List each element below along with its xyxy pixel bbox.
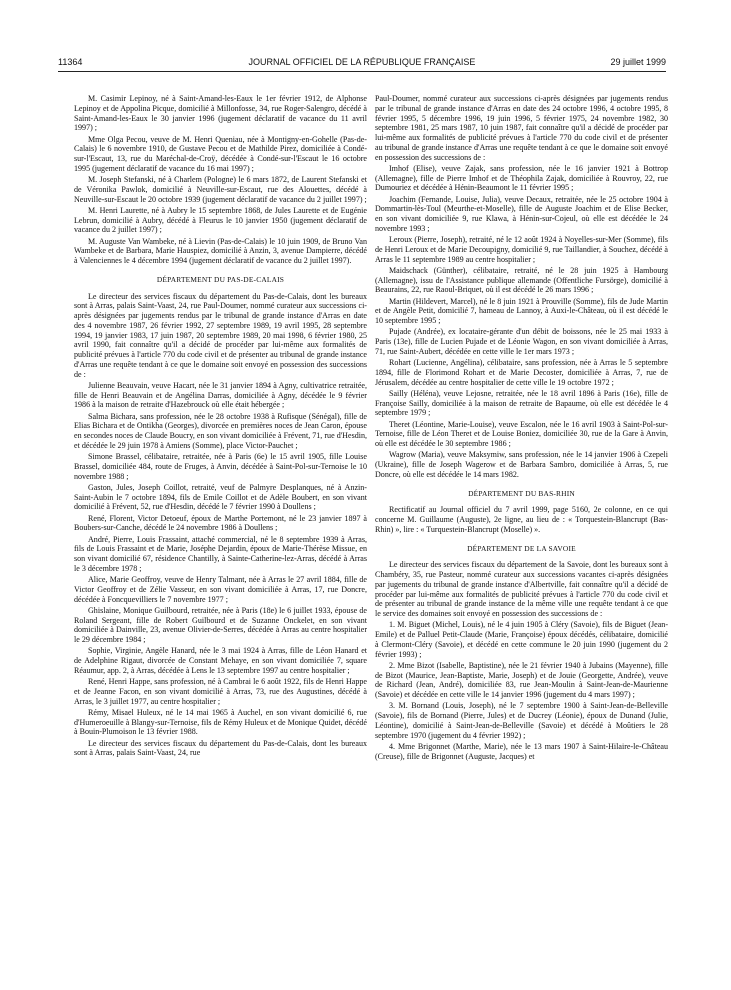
notice-paragraph: 1. M. Biguet (Michel, Louis), né le 4 juin 1905 à Cléry (Savoie), fils de Biguet (Jean-Emile) et de Palluel Petit-Claude (Marie, Françoise) époux décédés, célibataire, domicilié à Clermont-Cléry (Savoie), et décédé en cette commune le 20 juin 1990 (jugement du 2 février 1993) ; [375, 620, 668, 659]
journal-title: JOURNAL OFFICIEL DE LA RÉPUBLIQUE FRANÇAISE [248, 57, 476, 67]
notice-paragraph: Rectificatif au Journal officiel du 7 avril 1999, page 5160, 2e colonne, en ce qui concerne M. Guillaume (Auguste), 2e ligne, au lieu de : « Torquestein-Blancrupt (Bas-Rhin) », lire : « Turquestein-Blancrupt (Moselle) ». [375, 505, 668, 534]
notice-paragraph: Salma Bichara, sans profession, née le 28 octobre 1938 à Rufisque (Sénégal), fille de Elias Bichara et de Ontikha (Georges), divorcée en premières noces de Jean Caron, épouse en secondes noces de Claude Boucry, en son vivant domiciliée à Frévent, 71, rue d'Hesdin, et décédée le 29 juin 1978 à Amiens (Somme), place Victor-Pauchet ; [74, 411, 367, 450]
notice-paragraph: Le directeur des services fiscaux du département de la Savoie, dont les bureaux sont à Chambéry, 35, rue Pasteur, nommé curateur aux successions vacantes ci-après désignées par jugements du tribunal de grande instance d'Albertville, fait connaître qu'il a décidé de procéder par lui-même aux formalités de publicité prévues à l'article 770 du code civil et de présenter au tribunal de grande instance de la même ville une requête tendant à ce que le service des domaines soit envoyé en possession des successions de : [375, 560, 668, 618]
notice-paragraph: Theret (Léontine, Marie-Louise), veuve Escalon, née le 16 avril 1903 à Saint-Pol-sur-Ternoise, fille de Léon Theret et de Louise Boniez, domiciliée 30, rue de la Gare à Anvin, où elle est décédée le 30 septembre 1986 ; [375, 419, 668, 448]
notice-paragraph: Le directeur des services fiscaux du département du Pas-de-Calais, dont les bureaux sont à Arras, palais Saint-Vaast, 24, rue Paul-Doumer, nommé curateur aux successions ci-après désignées par jugements rendus par le tribunal de grande instance d'Arras en date des 4 novembre 1987, 26 février 1992, 27 septembre 1989, 19 avril 1995, 28 septembre 1994, 19 janvier 1983, 17 juin 1987, 20 septembre 1989, 20 mai 1998, 6 février 1980, 25 avril 1990, fait connaître qu'il a décidé de procéder par lui-même aux formalités de publicité prévues à l'article 770 du code civil et de présenter au tribunal de grande instance d'Arras une requête tendant à ce que le domaine soit envoyé en possession des successions de : [74, 291, 367, 379]
page-number: 11364 [58, 57, 83, 67]
notice-paragraph: Ghislaine, Monique Guilbourd, retraitée, née à Paris (18e) le 6 juillet 1933, épouse de Roland Sergeant, fille de Robert Guilbourd et de Suzanne Onckelet, en son vivant domiciliée à Dainville, 23, avenue Olivier-de-Serres, décédée à Arras au centre hospitalier le 29 décembre 1984 ; [74, 605, 367, 644]
notice-paragraph: 3. M. Bornand (Louis, Joseph), né le 7 septembre 1900 à Saint-Jean-de-Belleville (Savoie), fils de Bornand (Pierre, Jules) et de Ducrey (Léonie), époux de Dunand (Julie, Léontine), domicilié à Saint-Jean-de-Belleville (Savoie) et décédé à Moûtiers le 28 septembre 1970 (jugement du 4 février 1992) ; [375, 701, 668, 740]
notice-paragraph: Mme Olga Pecou, veuve de M. Henri Queniau, née à Montigny-en-Gohelle (Pas-de-Calais) le 6 novembre 1910, de Gustave Pecou et de Mathilde Pirez, domiciliée à Condé-sur-l'Escaut, 13, rue du Maréchal-de-Croÿ, décédée à Condé-sur-l'Escaut le 16 octobre 1995 (jugement déclaratif de vacance du 16 mai 1997) ; [74, 134, 367, 173]
notice-paragraph: 2. Mme Bizot (Isabelle, Baptistine), née le 21 février 1940 à Jubains (Mayenne), fille de Bizot (Maurice, Jean-Baptiste, Marie, Joseph) et de Jouie (Georgette, Andrée), veuve de Richard (Jean, André), domiciliée 83, rue Jean-Moulin à Saint-Jean-de-Maurienne (Savoie) et décédée en cette ville le 14 janvier 1996 (jugement du 4 mars 1997) ; [375, 660, 668, 699]
notice-paragraph: Maidschack (Günther), célibataire, retraité, né le 28 juin 1925 à Hambourg (Allemagne), issu de l'Assistance publique allemande (Offentliche Fursörge), domicilié à Beaurains, 22, rue Raoul-Briquet, où il est décédé le 26 mars 1996 ; [375, 265, 668, 295]
notice-paragraph: Rohart (Lucienne, Angélina), célibataire, sans profession, née à Arras le 5 septembre 1894, fille de Florimond Rohart et de Marie Decoster, domiciliée à Arras, 7, rue de Jérusalem, décédée au centre hospitalier de cette ville le 19 octobre 1972 ; [375, 358, 668, 387]
notice-paragraph: Martin (Hildevert, Marcel), né le 8 juin 1921 à Prouville (Somme), fils de Jude Martin et de Angèle Petit, domicilié 7, hameau de Lannoy, à Auxi-le-Château, où il est décédé le 10 septembre 1995 ; [375, 296, 668, 325]
notice-paragraph: Julienne Beauvain, veuve Hacart, née le 31 janvier 1894 à Agny, cultivatrice retraitée, fille de Henri Beauvain et de Angélina Darras, domiciliée à Agny, décédée le 9 février 1986 à la maison de retraite d'Hazebrouck où elle était hébergée ; [74, 380, 367, 410]
notice-paragraph: René, Florent, Victor Detoeuf, époux de Marthe Portemont, né le 23 janvier 1897 à Boubers-sur-Canche, décédé le 24 novembre 1986 à Doullens ; [74, 513, 367, 533]
notice-paragraph: M. Auguste Van Wambeke, né à Lievin (Pas-de-Calais) le 10 juin 1909, de Bruno Van Wambeke et de Barbara, Marie Hauspiez, domicilié à Anzin, 3, avenue Dampierre, décédé à Valenciennes le 4 décembre 1994 (jugement déclaratif de vacance du 2 juillet 1997). [74, 236, 367, 265]
notice-paragraph: Sailly (Héléna), veuve Lejosne, retraitée, née le 18 avril 1896 à Paris (16e), fille de Françoise Sailly, domiciliée à la maison de retraite de Bapaume, où elle est décédée le 4 septembre 1979 ; [375, 388, 668, 418]
notice-paragraph: Leroux (Pierre, Joseph), retraité, né le 12 août 1924 à Noyelles-sur-Mer (Somme), fils de Henri Leroux et de Marie Decoupigny, domicilié 9, rue Taillandier, à Souchez, décédé à Arras le 11 septembre 1989 au centre hospitalier ; [375, 235, 668, 264]
section-heading: DÉPARTEMENT DU PAS-DE-CALAIS [156, 274, 285, 284]
notice-paragraph: Le directeur des services fiscaux du département du Pas-de-Calais, dont les bureaux sont à Arras, palais Saint-Vaast, 24, rue [74, 738, 367, 758]
notice-paragraph: Sophie, Virginie, Angèle Hanard, née le 3 mai 1924 à Arras, fille de Léon Hanard et de Adelphine Rigaut, divorcée de Constant Mehaye, en son vivant domiciliée 7, square Réaumur, app. 2, à Arras, décédée à Lens le 13 septembre 1997 au centre hospitalier ; [74, 646, 367, 675]
notice-paragraph: M. Joseph Stefanski, né à Charlem (Pologne) le 6 mars 1872, de Laurent Stefanski et de Véronika Pawlok, domicilié à Neuville-sur-Escaut, rue des Alouettes, décédé à Neuville-sur-Escaut le 20 octobre 1939 (jugement déclaratif de vacance du 2 juillet 1997) ; [74, 175, 367, 204]
notice-paragraph: Imhof (Elise), veuve Zajak, sans profession, née le 16 janvier 1921 à Bottrop (Allemagne), fille de Pierre Imhof et de Théophila Zajak, domiciliée à Rouvroy, 22, rue Dumouriez et décédée à Hénin-Beaumont le 11 février 1995 ; [375, 163, 668, 193]
header-rule [58, 71, 666, 72]
page-header [58, 57, 666, 71]
notice-paragraph: M. Casimir Lepinoy, né à Saint-Amand-les-Eaux le 1er février 1912, de Alphonse Lepinoy et de Appolina Picque, domicilié à Millonfosse, 34, rue Roger-Salengro, décédé à Saint-Amand-les-Eaux le 30 janvier 1996 (jugement déclaratif de vacance du 11 avril 1997) ; [74, 94, 367, 133]
section-heading: DÉPARTEMENT DE LA SAVOIE [467, 543, 576, 553]
notice-paragraph: René, Henri Happe, sans profession, né à Cambrai le 6 août 1922, fils de Henri Happe et de Jeanne Facon, en son vivant domicilié à Arras, 73, rue des Augustines, décédé à Arras, le 3 juillet 1977, au centre hospitalier ; [74, 677, 367, 706]
notice-paragraph: Rémy, Misael Huleux, né le 14 mai 1965 à Auchel, en son vivant domicilié 6, rue d'Humeroeuille à Blangy-sur-Ternoise, fils de Rémy Huleux et de Monique Quidet, décédé à Bouin-Plumoison le 13 février 1988. [74, 707, 367, 737]
notice-paragraph: Alice, Marie Geoffroy, veuve de Henry Talmant, née à Arras le 27 avril 1884, fille de Victor Geoffroy et de Zélie Vasseur, en son vivant domiciliée à Arras, 17, rue Doncre, décédée à Foncquevilliers le 7 novembre 1977 ; [74, 575, 367, 604]
notice-paragraph: Paul-Doumer, nommé curateur aux successions ci-après désignées par jugements rendus par le tribunal de grande instance d'Arras en date des 24 octobre 1996, 4 octobre 1995, 8 février 1995, 5 décembre 1996, 19 juin 1996, 5 février 1975, 24 novembre 1982, 30 septembre 1981, 25 mars 1987, 10 juin 1987, fait connaître qu'il a décidé de procéder par lui-même aux formalités de publicité prévues à l'article 770 du code civil et de présenter au tribunal de grande instance d'Arras une requête tendant à ce que le domaine soit envoyé en possession des successions de : [375, 94, 668, 162]
right-column [375, 94, 668, 974]
left-column [74, 94, 367, 974]
notice-paragraph: André, Pierre, Louis Frassaint, attaché commercial, né le 8 septembre 1939 à Arras, fils de Louis Frassaint et de Marie, Joséphe Dejardin, époux de Marie-Thérèse Missue, en son vivant domicilié 67, résidence Chantilly, à Sainte-Catherine-lez-Arras, décédé à Arras le 3 décembre 1978 ; [74, 534, 367, 573]
notice-paragraph: Joachim (Fernande, Louise, Julia), veuve Decaux, retraitée, née le 25 octobre 1904 à Dommartin-lès-Toul (Meurthe-et-Moselle), fille de Auguste Joachim et de Elise Becker, en son vivant domiciliée 9, rue Klawa, à Hénin-sur-Cojeul, où elle est décédée le 24 novembre 1993 ; [375, 194, 668, 233]
notice-paragraph: 4. Mme Brigonnet (Marthe, Marie), née le 13 mars 1907 à Saint-Hilaire-le-Château (Creuse), fille de Brigonnet (Auguste, Jacques) et [375, 741, 668, 761]
notice-paragraph: M. Henri Laurette, né à Aubry le 15 septembre 1868, de Jules Laurette et de Eugénie Lebrun, domicilié à Aubry, décédé à Fleurus le 10 janvier 1950 (jugement déclaratif de vacance du 2 juillet 1997) ; [74, 205, 367, 235]
section-heading: DÉPARTEMENT DU BAS-RHIN [468, 488, 575, 498]
notice-paragraph: Wagrow (Maria), veuve Maksymiw, sans profession, née le 14 janvier 1906 à Czepeli (Ukraine), fille de Joseph Wagerow et de Barbara Sambro, domiciliée à Arras, 5, rue Doncre, où elle est décédée le 14 mars 1982. [375, 450, 668, 479]
issue-date: 29 juillet 1999 [610, 57, 666, 67]
notice-paragraph: Simone Brassel, célibataire, retraitée, née à Paris (6e) le 15 avril 1905, fille Louise Brassel, domiciliée 484, route de Fruges, à Anvin, décédée à Saint-Pol-sur-Ternoise le 10 novembre 1988 ; [74, 452, 367, 481]
notice-paragraph: Pujade (Andrée), ex locataire-gérante d'un débit de boissons, née le 25 mai 1933 à Paris (13e), fille de Lucien Pujade et de Léonie Wagon, en son vivant domiciliée à Arras, 71, rue Saint-Aubert, décédée en cette ville le 1er mars 1973 ; [375, 327, 668, 356]
notice-paragraph: Gaston, Jules, Joseph Coillot, retraité, veuf de Palmyre Desplanques, né à Anzin-Saint-Aubin le 7 octobre 1894, fils de Emile Coillot et de Adèle Boubert, en son vivant domicilié à Frévent, 52, rue d'Hesdin, décédé le 7 février 1990 à Doullens ; [74, 482, 367, 512]
